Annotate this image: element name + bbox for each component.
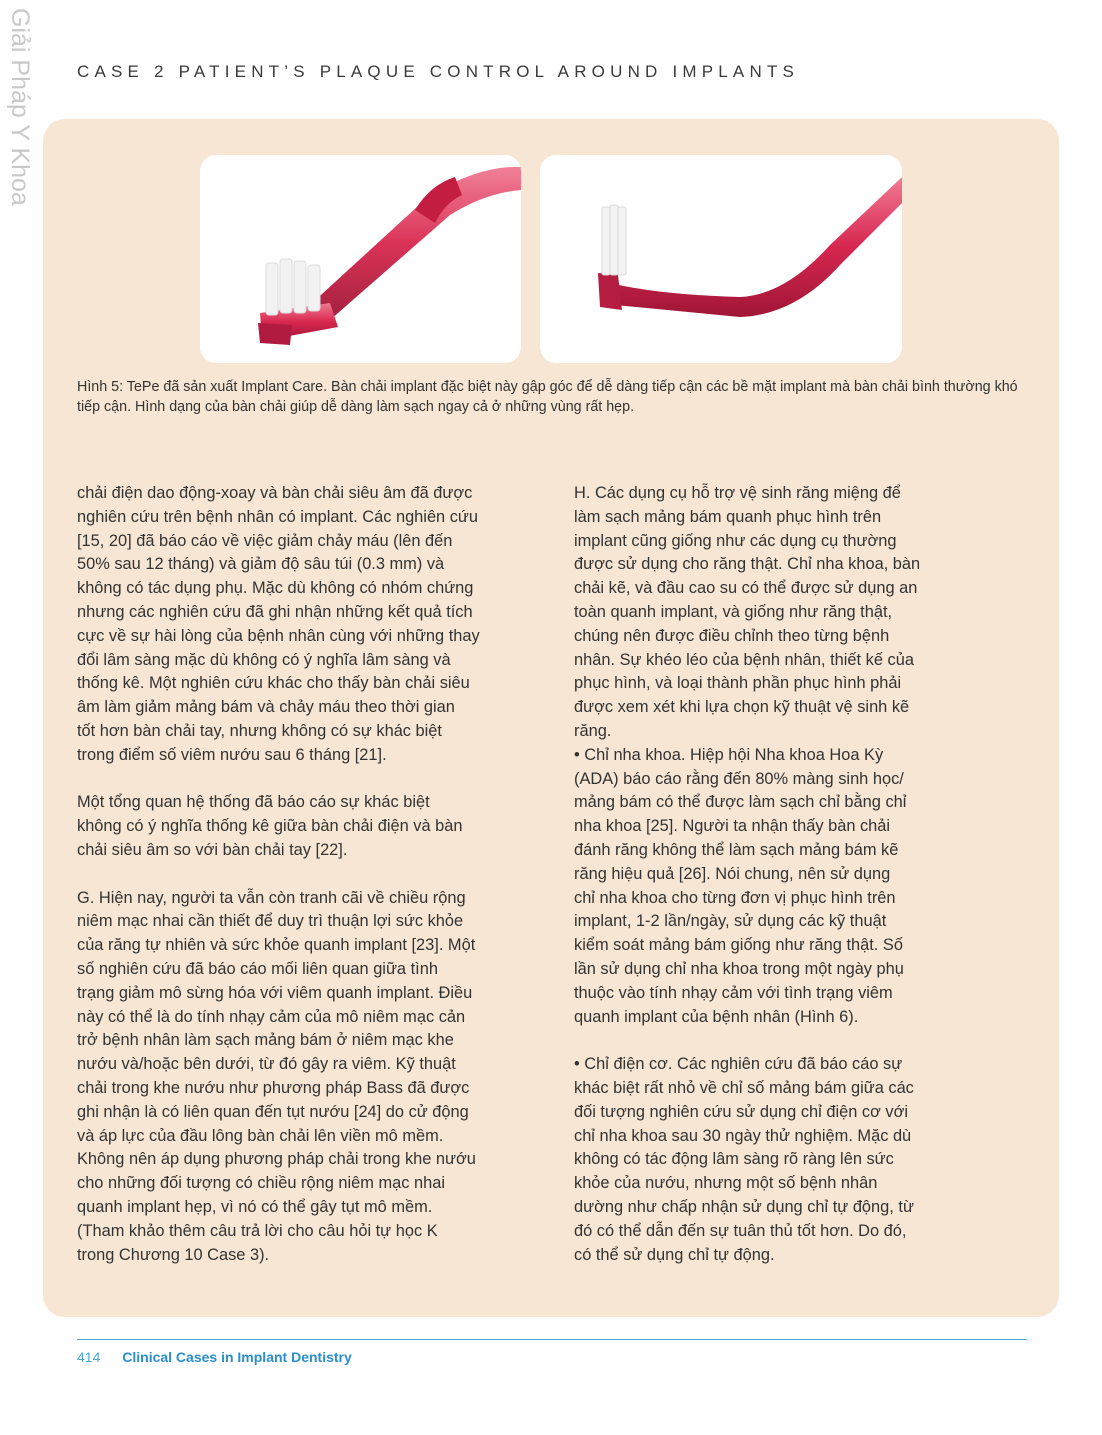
running-head: CASE 2 PATIENT’S PLAQUE CONTROL AROUND IMPLANTS [77, 62, 800, 81]
footer-rule [77, 1339, 1027, 1340]
right-column [574, 482, 966, 1267]
right-paragraph-2: • Chỉ nha khoa. Hiệp hội Nha khoa Hoa Kỳ (ADA) báo cáo rằng đến 80% màng sinh học/ mảng bám có thể được làm sạch chỉ bằng chỉ nha khoa [25]. Người ta nhận thấy bàn chải đánh răng không thể làm sạch mảng bám kẽ răng hiệu quả [26]. Nói chung, nên sử dụng chỉ nha khoa cho từng đơn vị phục hình trên implant, 1-2 lần/ngày, sử dụng các kỹ thuật kiểm soát mảng bám giống như răng thật. Số lần sử dụng chỉ nha khoa trong một ngày phụ thuộc vào tính nhạy cảm với tình trạng viêm quanh implant của bệnh nhân (Hình 6). [574, 745, 907, 1026]
watermark: Giải Pháp Y Khoa [6, 8, 34, 206]
left-column [77, 482, 537, 1267]
page-footer [77, 1349, 352, 1365]
toothbrush-photo-angled [200, 155, 521, 363]
right-paragraph-1: H. Các dụng cụ hỗ trợ vệ sinh răng miệng để làm sạch mảng bám quanh phục hình trên implant cũng giống như các dụng cụ thường được sử dụng cho răng thật. Chỉ nha khoa, bàn chải kẽ, và đầu cao su có thể được sử dụng an toàn quanh implant, và giống như răng thật, chúng nên được điều chỉnh theo từng bệnh nhân. Sự khéo léo của bệnh nhân, thiết kế của phục hình, và loại thành phần phục hình phải được xem xét khi lựa chọn kỹ thuật vệ sinh kẽ răng. [574, 484, 921, 740]
left-paragraph-1: chải điện dao động-xoay và bàn chải siêu âm đã được nghiên cứu trên bệnh nhân có implant. Các nghiên cứu [15, 20] đã báo cáo về việc giảm chảy máu (lên đến 50% sau 12 tháng) và giảm độ sâu túi (0.3 mm) và không có tác dụng phụ. Mặc dù không có nhóm chứng nhưng các nghiên cứu đã ghi nhận những kết quả tích cực về sự hài lòng của bệnh nhân cùng với những thay đổi lâm sàng mặc dù không có ý nghĩa lâm sàng và thống kê. Một nghiên cứu khác cho thấy bàn chải siêu âm làm giảm mảng bám và chảy máu theo thời gian tốt hơn bàn chải tay, nhưng không có sự khác biệt trong điểm số viêm nướu sau 6 tháng [21]. [77, 484, 480, 764]
toothbrush-photo-side [540, 155, 902, 363]
toothbrush-angled-image [200, 155, 521, 363]
page-number: 414 [77, 1349, 101, 1365]
figure-caption: Hình 5: TePe đã sản xuất Implant Care. Bàn chải implant đặc biệt này gập góc để dễ dàng tiếp cận các bề mặt implant mà bàn chải bình thường khó tiếp cận. Hình dạng của bàn chải giúp dễ dàng làm sạch ngay cả ở những vùng rất hẹp. [77, 379, 1018, 415]
left-paragraph-3: G. Hiện nay, người ta vẫn còn tranh cãi về chiều rộng niêm mạc nhai cần thiết để duy trì thuận lợi sức khỏe của răng tự nhiên và sức khỏe quanh implant [23]. Một số nghiên cứu đã báo cáo mối liên quan giữa tình trạng giảm mô sừng hóa với viêm quanh implant. Điều này có thể là do tính nhạy cảm của mô niêm mạc cản trở bệnh nhân làm sạch mảng bám ở niêm mạc khe nướu và/hoặc bên dưới, từ đó gây ra viêm. Kỹ thuật chải trong khe nướu như phương pháp Bass đã được ghi nhận là có liên quan đến tụt nướu [24] do cử động và áp lực của đầu lông bàn chải lên viền mô mềm. Không nên áp dụng phương pháp chải trong khe nướu cho những đối tượng có chiều rộng niêm mạc nhai quanh implant hẹp, vì nó có thể gây tụt mô mềm. (Tham khảo thêm câu trả lời cho câu hỏi tự học K trong Chương 10 Case 3). [77, 888, 476, 1264]
toothbrush-side-image [540, 155, 902, 363]
right-paragraph-3: • Chỉ điện cơ. Các nghiên cứu đã báo cáo sự khác biệt rất nhỏ về chỉ số mảng bám giữa các đối tượng nghiên cứu sử dụng chỉ điện cơ với chỉ nha khoa sau 30 ngày thử nghiệm. Mặc dù không có tác động lâm sàng rõ ràng lên sức khỏe của nướu, nhưng một số bệnh nhân dường như chấp nhận sử dụng chỉ tự động, từ đó có thể dẫn đến sự tuân thủ tốt hơn. Do đó, có thể sử dụng chỉ tự động. [574, 1055, 914, 1264]
book-title: Clinical Cases in Implant Dentistry [122, 1349, 352, 1365]
left-paragraph-2: Một tổng quan hệ thống đã báo cáo sự khác biệt không có ý nghĩa thống kê giữa bàn chải điện và bàn chải siêu âm so với bàn chải tay [22]. [77, 793, 463, 859]
